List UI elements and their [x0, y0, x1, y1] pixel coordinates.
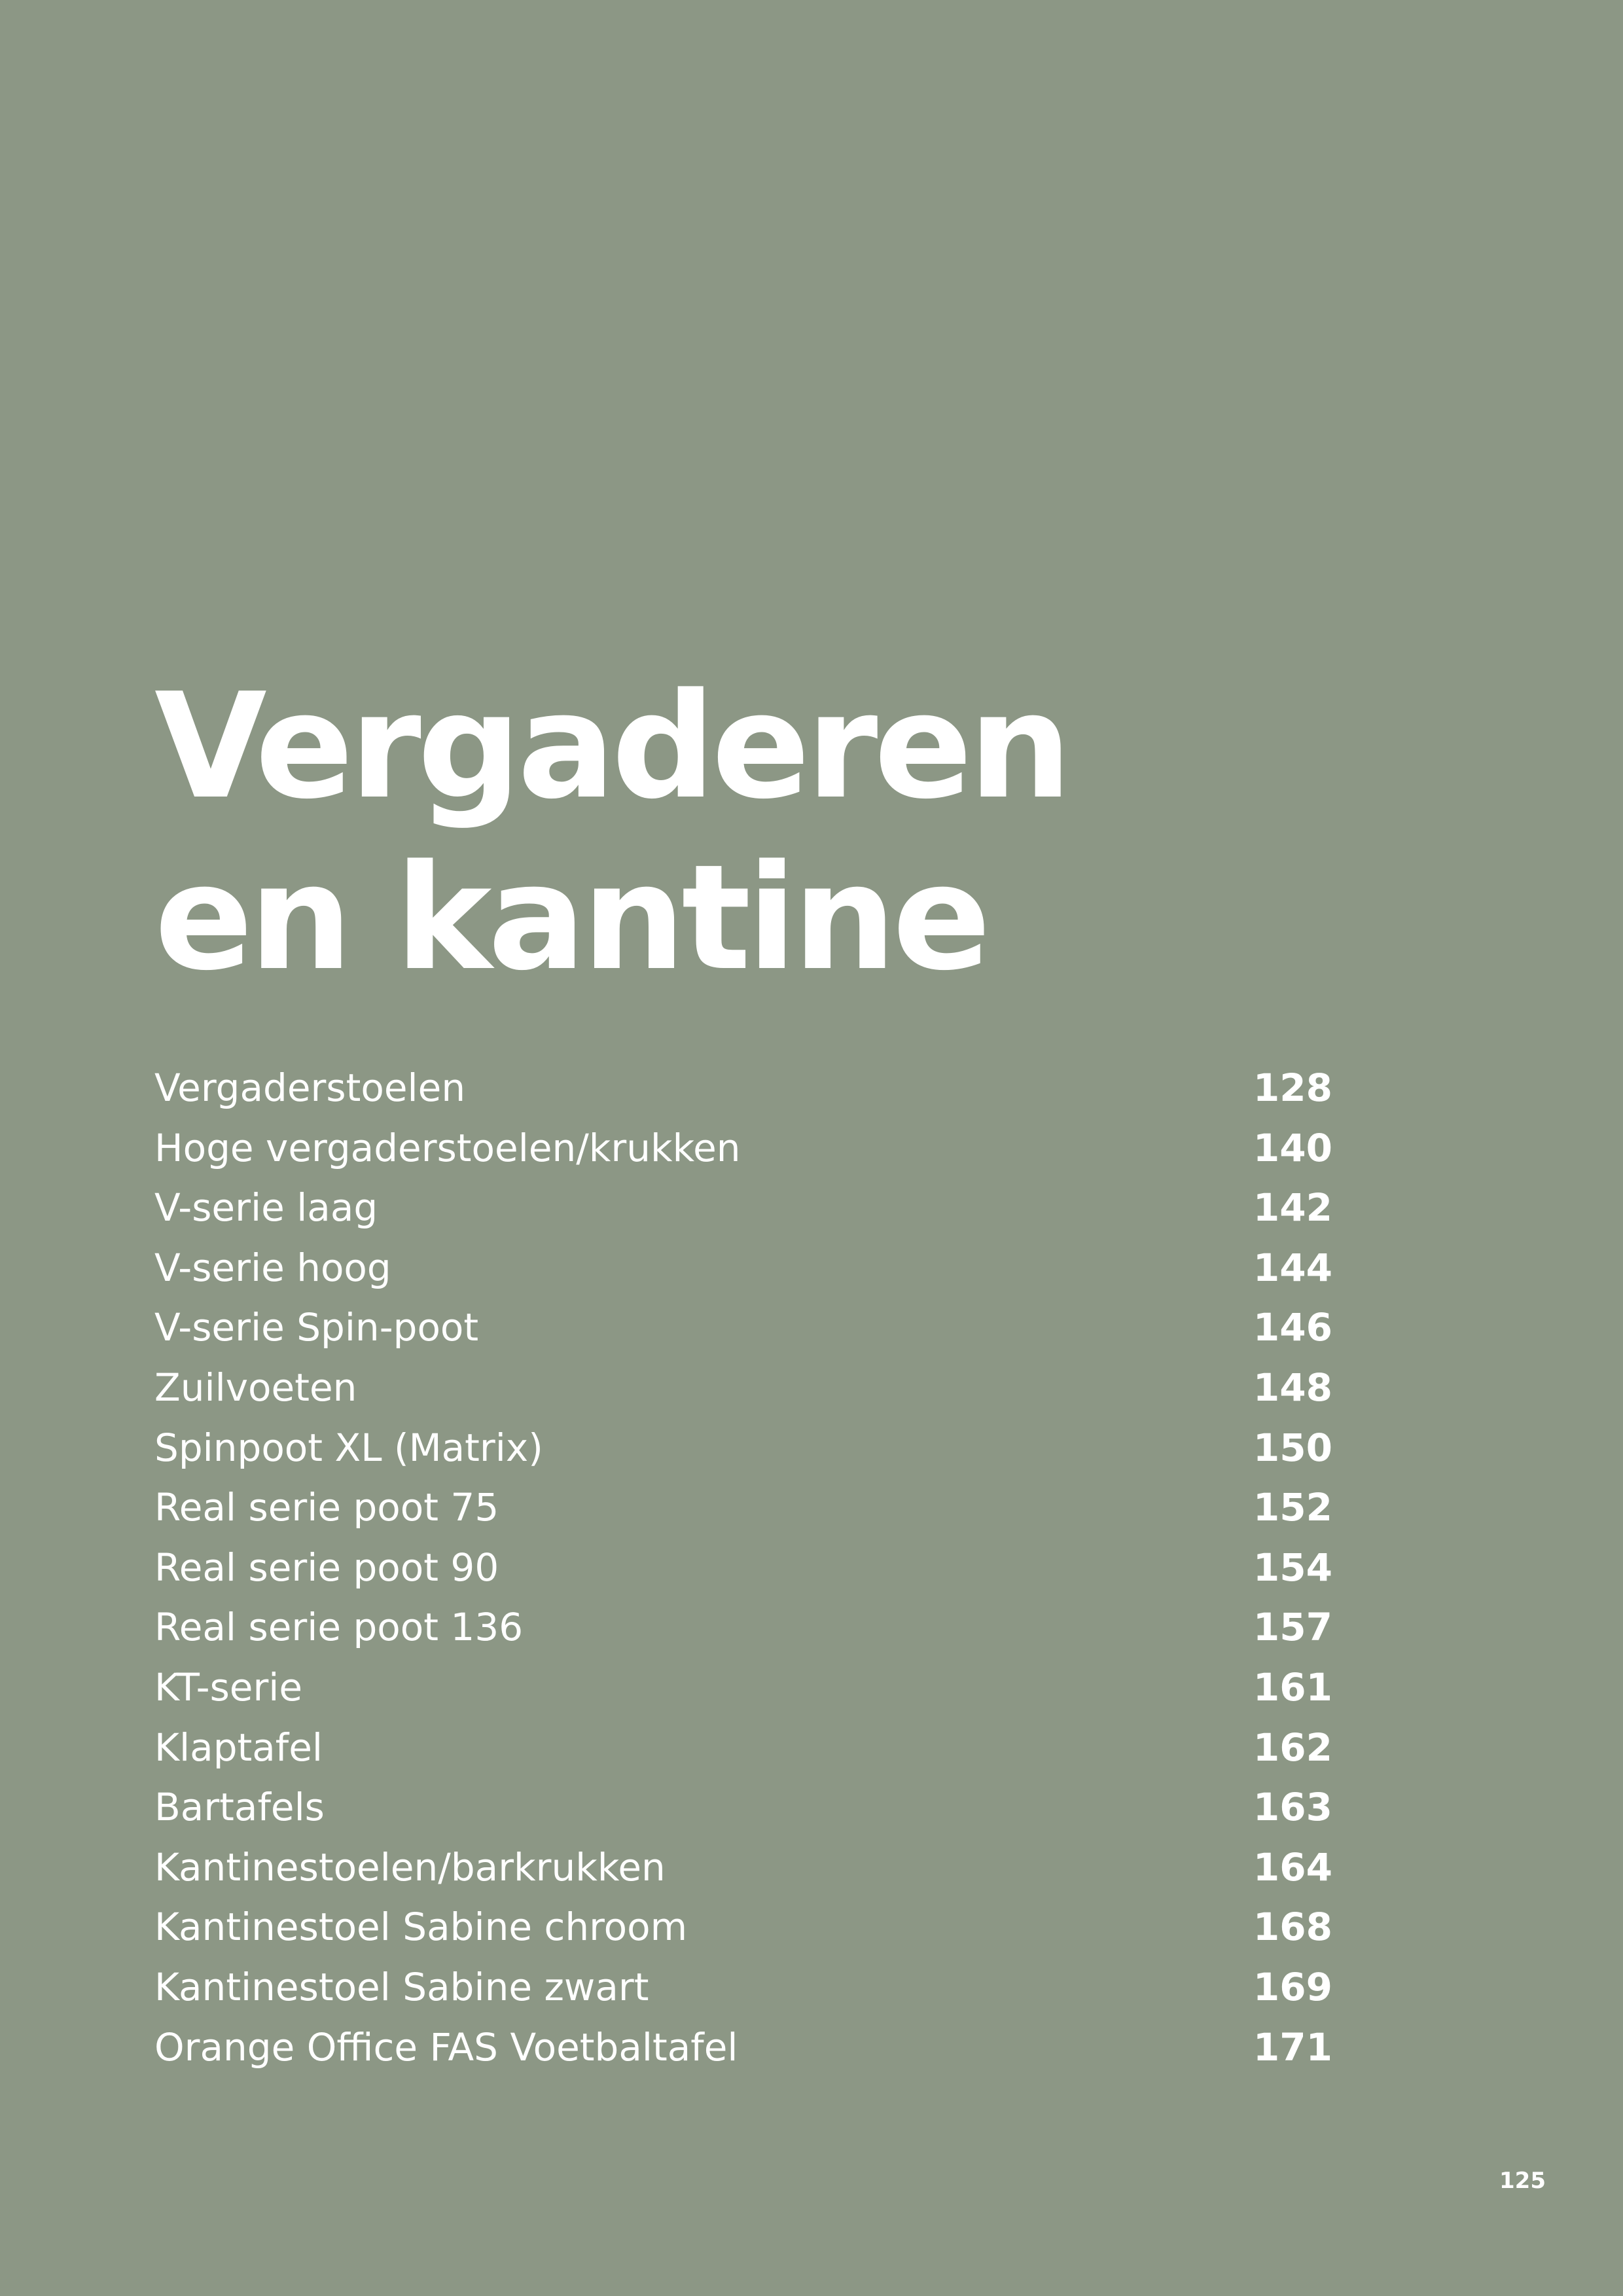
toc-entry-kantinestoelen-barkrukken[interactable] [154, 1838, 1332, 1898]
toc-entry-vergaderstoelen[interactable] [154, 1058, 1332, 1119]
toc-entry-label: Real serie poot 90 [154, 1545, 499, 1590]
section-title-line-2: en kantine [154, 834, 988, 1003]
toc-entry-label: Orange Office FAS Voetbaltafel [154, 2024, 738, 2070]
toc-entry-zuilvoeten[interactable] [154, 1358, 1332, 1418]
toc-entry-kantinestoel-sabine-zwart[interactable] [154, 1958, 1332, 2018]
toc-entry-page-number: 146 [1253, 1305, 1332, 1350]
toc-entry-page-number: 171 [1253, 2024, 1332, 2070]
toc-entry-page-number: 128 [1253, 1066, 1332, 1110]
toc-entry-page-number: 154 [1253, 1545, 1332, 1590]
toc-entry-label: Real serie poot 136 [154, 1605, 524, 1650]
toc-entry-klaptafel[interactable] [154, 1718, 1332, 1778]
toc-entry-label: V-serie Spin-poot [154, 1305, 479, 1350]
toc-entry-real-serie-poot-90[interactable] [154, 1538, 1332, 1598]
toc-entry-label: Klaptafel [154, 1725, 323, 1770]
toc-entry-v-serie-laag[interactable] [154, 1178, 1332, 1238]
toc-entry-page-number: 150 [1253, 1425, 1332, 1470]
toc-entry-label: Hoge vergaderstoelen/krukken [154, 1125, 741, 1170]
toc-entry-bartafels[interactable] [154, 1778, 1332, 1838]
toc-entry-page-number: 162 [1253, 1725, 1332, 1770]
toc-entry-kantinestoel-sabine-chroom[interactable] [154, 1897, 1332, 1958]
toc-entry-label: Kantinestoel Sabine zwart [154, 1964, 649, 2009]
toc-entry-label: Spinpoot XL (Matrix) [154, 1425, 543, 1470]
section-title-line-1: Vergaderen [154, 662, 1069, 831]
toc-entry-real-serie-poot-75[interactable] [154, 1478, 1332, 1538]
toc-entry-page-number: 168 [1253, 1905, 1332, 1950]
toc-entry-label: Zuilvoeten [154, 1365, 357, 1410]
toc-entry-label: Kantinestoelen/barkrukken [154, 1844, 666, 1890]
page-number: 125 [1499, 2168, 1546, 2194]
toc-entry-page-number: 169 [1253, 1964, 1332, 2009]
toc-entry-real-serie-poot-136[interactable] [154, 1598, 1332, 1658]
toc-entry-page-number: 148 [1253, 1365, 1332, 1410]
toc-entry-page-number: 142 [1253, 1185, 1332, 1230]
toc-entry-label: KT-serie [154, 1664, 303, 1710]
toc-entry-page-number: 163 [1253, 1785, 1332, 1830]
toc-entry-page-number: 152 [1253, 1485, 1332, 1530]
toc-entry-page-number: 157 [1253, 1605, 1332, 1650]
toc-entry-hoge-vergaderstoelen-krukken[interactable] [154, 1119, 1332, 1179]
toc-entry-label: Bartafels [154, 1785, 325, 1830]
toc-entry-spinpoot-xl-matrix[interactable] [154, 1418, 1332, 1479]
toc-entry-page-number: 164 [1253, 1844, 1332, 1890]
toc-entry-page-number: 140 [1253, 1125, 1332, 1170]
toc-entry-label: V-serie hoog [154, 1245, 391, 1290]
toc-entry-label: Kantinestoel Sabine chroom [154, 1905, 688, 1950]
toc-entry-v-serie-hoog[interactable] [154, 1238, 1332, 1299]
toc-entry-label: Real serie poot 75 [154, 1485, 499, 1530]
toc-entry-v-serie-spin-poot[interactable] [154, 1298, 1332, 1358]
toc-entry-page-number: 161 [1253, 1664, 1332, 1710]
toc-entry-page-number: 144 [1253, 1245, 1332, 1290]
toc-entry-kt-serie[interactable] [154, 1658, 1332, 1718]
toc-entry-label: Vergaderstoelen [154, 1066, 466, 1110]
table-of-contents [154, 1058, 1332, 2077]
toc-entry-orange-office-fas-voetbaltafel[interactable] [154, 2018, 1332, 2078]
section-title [154, 661, 1068, 1004]
toc-entry-label: V-serie laag [154, 1185, 378, 1230]
